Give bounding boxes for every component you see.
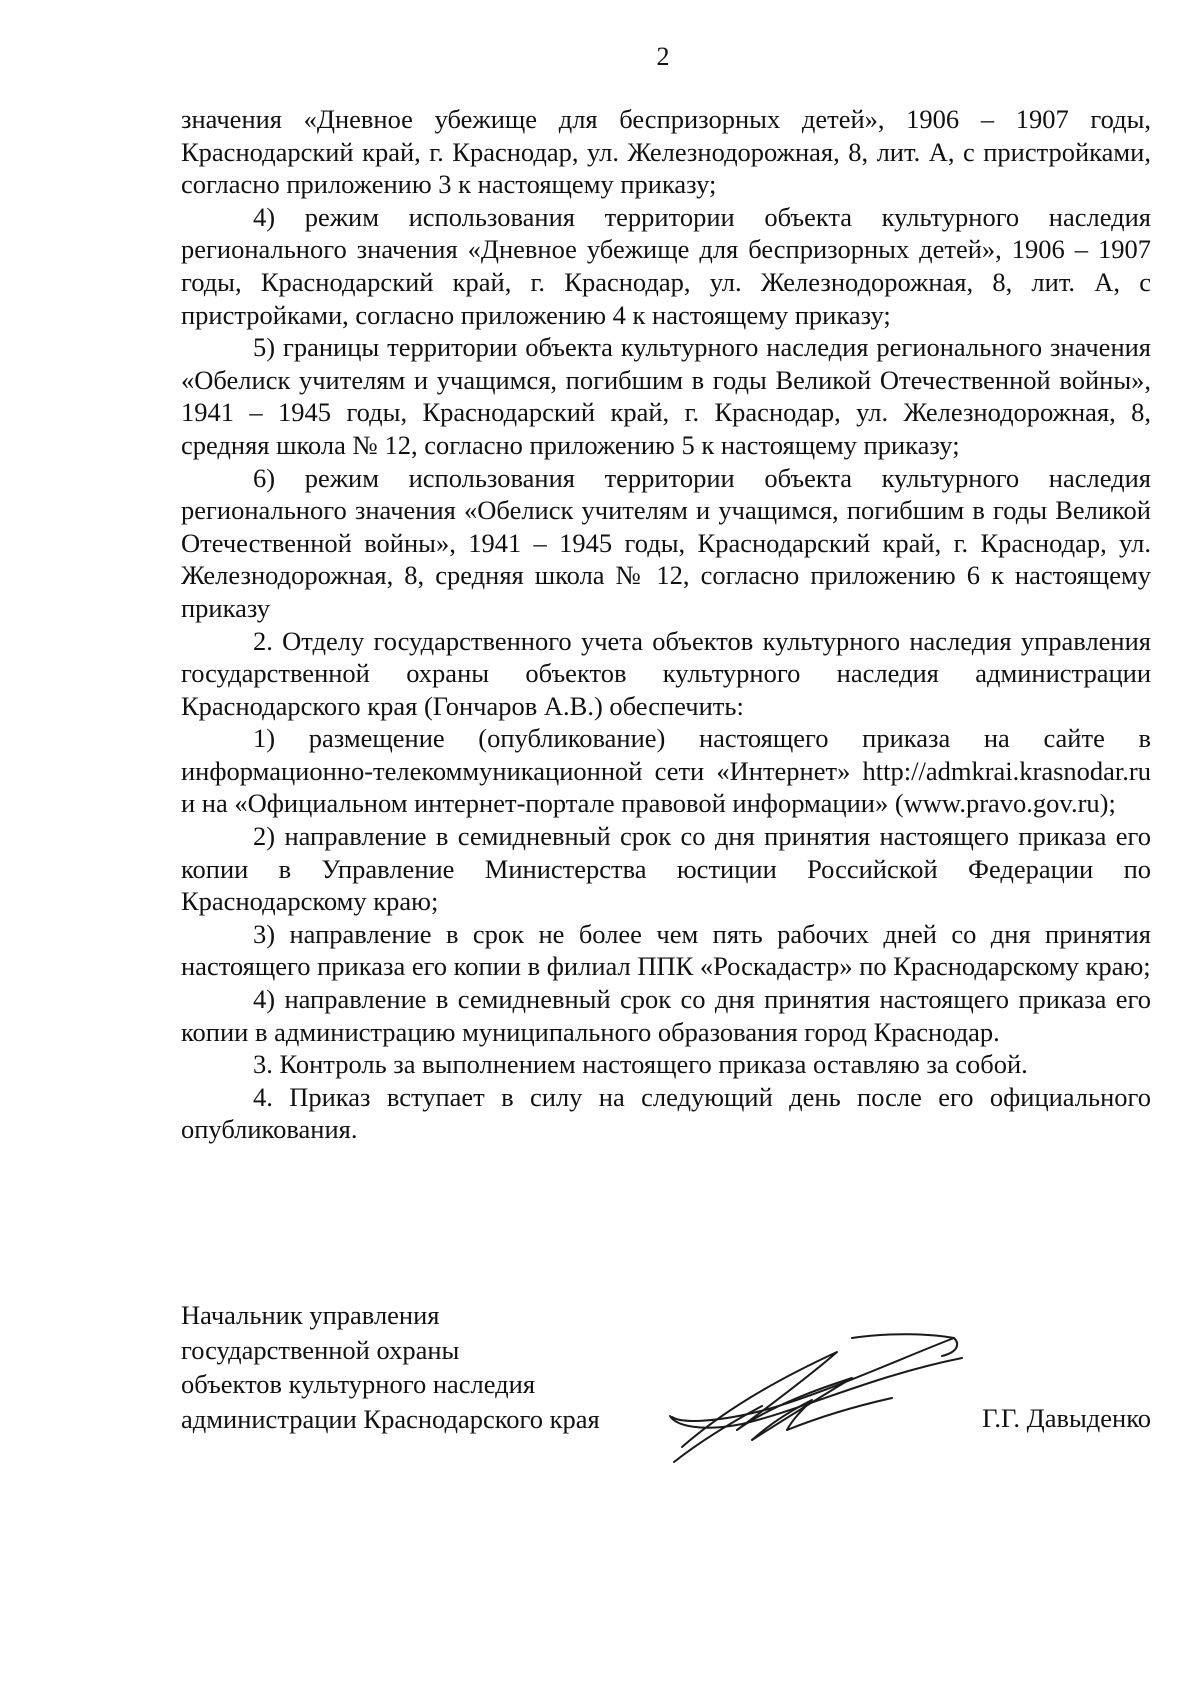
paragraph: 2) направление в семидневный срок со дня принятия настоящего приказа его копии в Управление Министерства юстиции Российской Федерации по Краснодарскому краю; — [181, 821, 1151, 917]
signatory-name: Г.Г. Давыденко — [982, 1403, 1151, 1433]
paragraph: 4) режим использования территории объекта культурного наследия регионального значения «Дневное убежище для беспризорных детей», 1906 – 1907 годы, Краснодарский край, г. Краснодар, ул. Железнодорожная, 8, лит. А, с пристройками, согласно приложению 4 к настоящему приказу; — [181, 201, 1151, 330]
paragraph: 3) направление в срок не более чем пять рабочих дней со дня принятия настоящего приказа его копии в филиал ППК «Роскадастр» по Краснодарскому краю; — [181, 918, 1151, 982]
signatory-title-line: объектов культурного наследия — [181, 1369, 536, 1399]
paragraph: 3. Контроль за выполнением настоящего приказа оставляю за собой. — [253, 1049, 1028, 1080]
paragraph: 1) размещение (опубликование) настоящего приказа на сайте в информационно-телекоммуникационной сети «Интернет» http://admkrai.krasnodar.ru и на «Официальном интернет-портале правовой информации» (www.pravo.gov.ru); — [181, 723, 1151, 819]
paragraph: 5) границы территории объекта культурного наследия регионального значения «Обелиск учителям и учащимся, погибшим в годы Великой Отечественной войны», 1941 – 1945 годы, Краснодарский край, г. Краснодар, ул. Железнодорожная, 8, средняя школа № 12, согласно приложению 5 к настоящему приказу; — [181, 332, 1151, 460]
signatory-title-line: администрации Краснодарского края — [181, 1403, 600, 1434]
paragraph: 2. Отделу государственного учета объектов культурного наследия управления государственной охраны объектов культурного наследия администрации Краснодарского края (Гончаров А.В.) обеспечить: — [181, 625, 1151, 721]
paragraph: 6) режим использования территории объекта культурного наследия регионального значения «Обелиск учителям и учащимся, погибшим в годы Великой Отечественной войны», 1941 – 1945 годы, Краснодарский край, г. Краснодар, ул. Железнодорожная, 8, средняя школа № 12, согласно приложению 6 к настоящему приказу — [181, 462, 1151, 623]
paragraph: 4. Приказ вступает в силу на следующий день после его официального опубликования. — [181, 1081, 1151, 1145]
paragraph: 4) направление в семидневный срок со дня принятия настоящего приказа его копии в администрацию муниципального образования город Краснодар. — [181, 984, 1151, 1047]
signatory-title-line: государственной охраны — [181, 1334, 460, 1365]
page-number: 2 — [656, 42, 670, 71]
paragraph: значения «Дневное убежище для беспризорных детей», 1906 – 1907 годы, Краснодарский край, г. Краснодар, ул. Железнодорожная, 8, лит. А, с пристройками, согласно приложению 3 к настоящему приказу; — [181, 104, 1151, 200]
document-body — [181, 103, 1151, 1146]
handwritten-signature — [662, 1312, 982, 1472]
signatory-title-line: Начальник управления — [181, 1300, 440, 1330]
